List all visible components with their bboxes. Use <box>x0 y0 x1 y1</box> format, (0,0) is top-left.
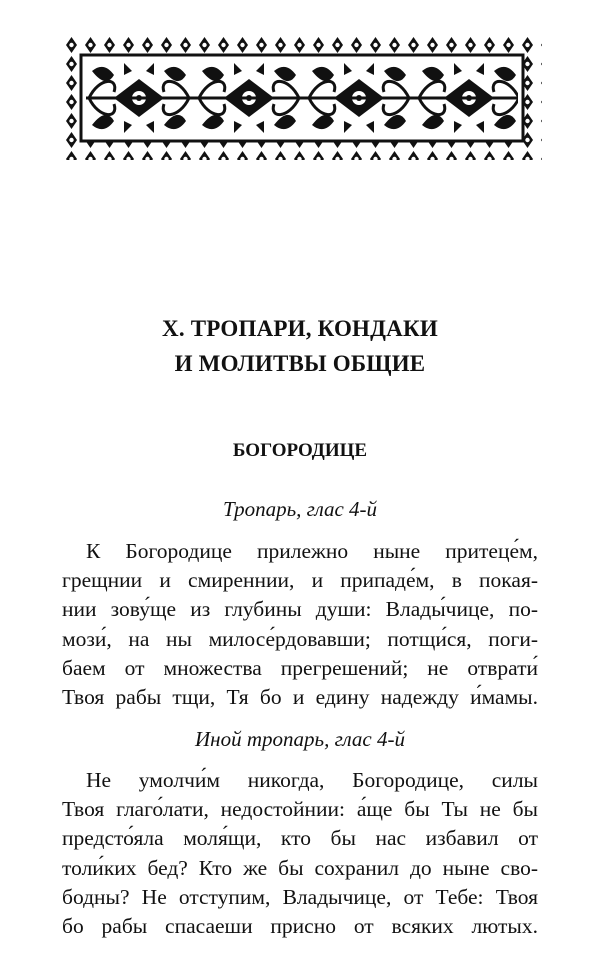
text-line: бодны? Не отступим, Владычице, от Тебе: Твоя <box>62 884 538 909</box>
chapter-title-line-2: И МОЛИТВЫ ОБЩИЕ <box>174 351 426 376</box>
text-line: Твоя глаго́лати, недостойнии: а́ще бы Ты не бы <box>62 797 538 822</box>
text-line: К Богородице прилежно ныне притеце́м, <box>86 539 538 563</box>
hymn-subtitle: Тропарь, глас 4-й <box>222 497 378 521</box>
text-line: нии зову́ще из глубины души: Влады́чице, по- <box>62 597 538 622</box>
text-line: мози́, на ны милосе́рдовавши; потщи́ся, поги- <box>62 626 538 651</box>
text-line: Не умолчи́м никогда, Богородице, силы <box>86 768 538 792</box>
section-title: БОГОРОДИЦЕ <box>232 440 368 461</box>
text-line: Твоя рабы тщи, Тя бо и едину надежду и́мамы. <box>62 684 538 709</box>
text-line: бо рабы спасаеши присно от всяких лютых. <box>62 913 538 938</box>
text-line: баем от множества прегрешений; не отврати́ <box>62 655 538 680</box>
text-line: толи́ких бед? Кто же бы сохранил до ныне сво- <box>62 855 538 880</box>
text-line: грещнии и смиреннии, и припаде́м, в покая- <box>62 568 538 593</box>
chapter-title-line-1: X. ТРОПАРИ, КОНДАКИ <box>162 316 438 341</box>
hymn-subtitle: Иной тропарь, глас 4-й <box>195 727 405 751</box>
floral-headpiece-ornament <box>62 36 542 160</box>
text-line: предсто́яла моля́щи, кто бы нас избавил от <box>62 826 538 851</box>
hymn-text <box>62 766 538 941</box>
hymn-text <box>62 537 538 712</box>
